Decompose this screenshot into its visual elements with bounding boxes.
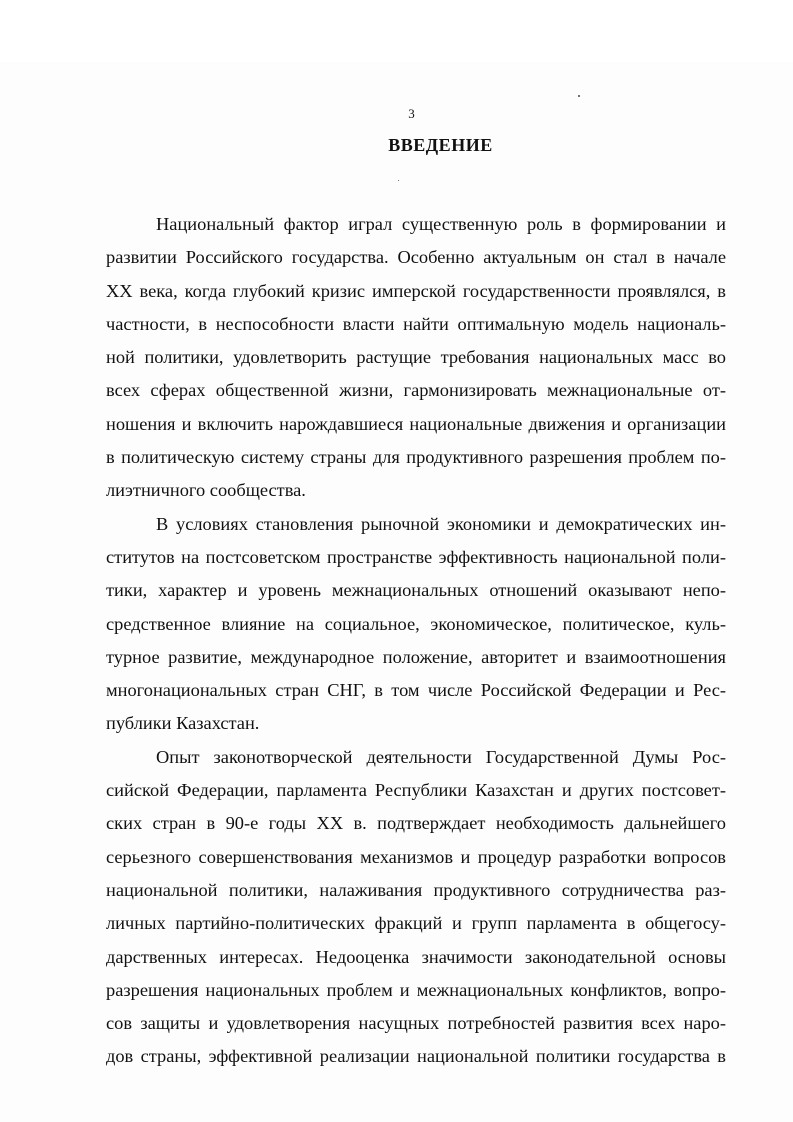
scan-margin — [0, 0, 793, 62]
text-line: Опыт законотворческой деятельности Государственной Думы Рос- — [156, 746, 726, 767]
text-line: турное развитие, международное положение, авторитет и взаимоотношения — [106, 646, 726, 667]
text-line: ношения и включить нарождавшиеся национальные движения и организации — [106, 413, 726, 434]
text-line: многонациональных стран СНГ, в том числе Российской Федерации и Рес- — [106, 680, 726, 701]
text-line: сов защиты и удовлетворения насущных потребностей развития всех наро- — [106, 1013, 726, 1034]
text-line: лиэтничного сообщества. — [106, 480, 306, 501]
text-line: ских стран в 90-е годы XX в. подтверждает необходимость дальнейшего — [106, 813, 726, 834]
text-line: сийской Федерации, парламента Республики Казахстан и других постсовет- — [106, 780, 726, 801]
text-line: развитии Российского государства. Особенно актуальным он стал в начале — [106, 247, 726, 268]
text-line: Национальный фактор играл существенную роль в формировании и — [156, 214, 726, 234]
text-line: национальной политики, налаживания продуктивного сотрудничества раз- — [106, 879, 726, 900]
text-line: всех сферах общественной жизни, гармонизировать межнациональные от- — [106, 380, 726, 401]
text-line: ной политики, удовлетворить растущие требования национальных масс во — [106, 347, 726, 368]
text-line: серьезного совершенствования механизмов и процедур разработки вопросов — [106, 846, 726, 867]
scan-speck — [398, 180, 399, 181]
text-line: дарственных интересах. Недооценка значимости законодательной основы — [106, 946, 726, 967]
page-number: 3 — [408, 106, 415, 121]
text-line: дов страны, эффективной реализации национальной политики государства в — [106, 1046, 726, 1067]
text-line: в политическую систему страны для продуктивного разрешения проблем по- — [106, 447, 726, 468]
text-line: ститутов на постсоветском пространстве эффективность национальной поли- — [106, 546, 726, 567]
text-line: разрешения национальных проблем и межнациональных конфликтов, вопро- — [106, 979, 726, 1000]
text-line: средственное влияние на социальное, экономическое, политическое, куль- — [106, 613, 726, 634]
section-heading: ВВЕДЕНИЕ — [388, 135, 493, 155]
text-line: тики, характер и уровень межнациональных отношений оказывают непо- — [106, 580, 726, 601]
text-line: В условиях становления рыночной экономики и демократических ин- — [156, 513, 726, 534]
text-line: частности, в неспособности власти найти оптимальную модель националь- — [106, 313, 726, 334]
scan-speck — [578, 95, 580, 97]
text-line: личных партийно-политических фракций и групп парламента в общегосу- — [106, 913, 726, 934]
text-line: публики Казахстан. — [106, 713, 260, 734]
body-text — [106, 208, 726, 1074]
text-line: XX века, когда глубокий кризис имперской государственности проявлялся, в — [106, 280, 726, 301]
